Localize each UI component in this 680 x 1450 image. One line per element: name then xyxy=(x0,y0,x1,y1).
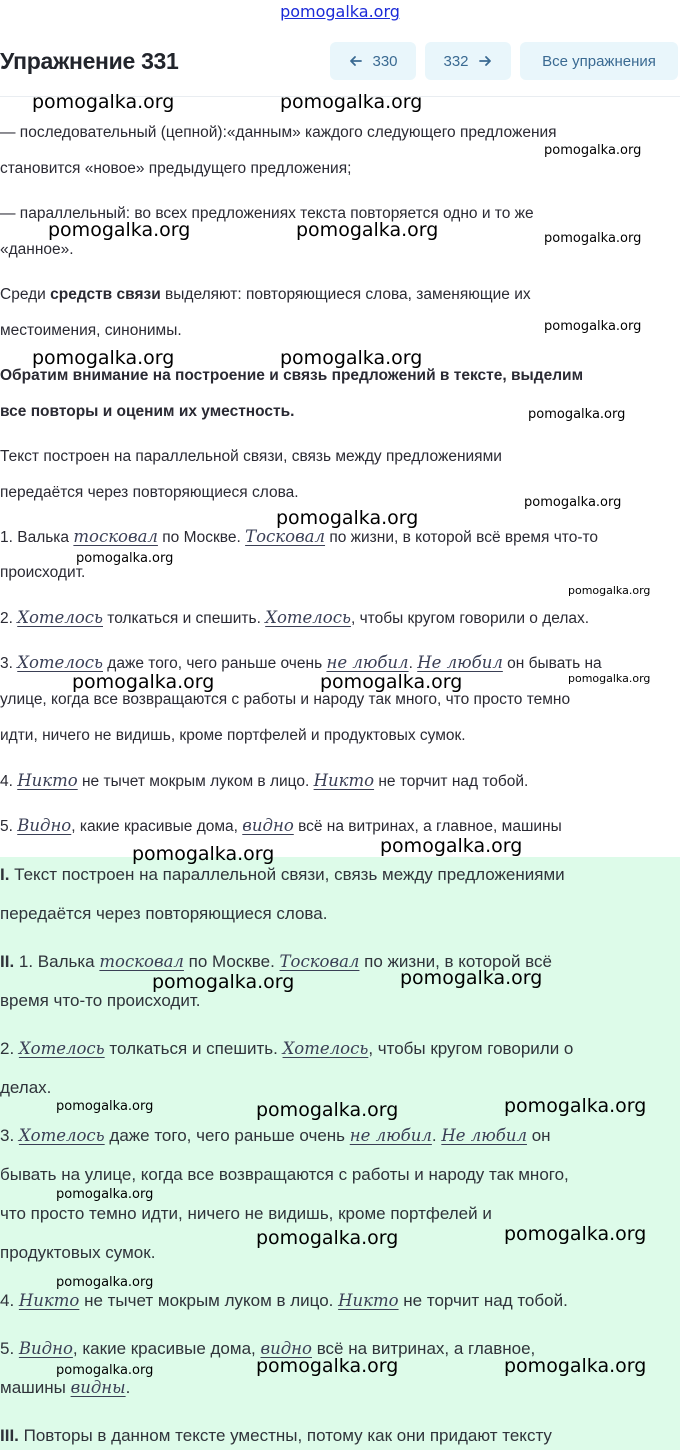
answer-line: III. Повторы в данном тексте уместны, потому как они придают тексту xyxy=(0,1426,552,1445)
sentence-1-cont: происходит. xyxy=(0,564,86,581)
next-exercise-label: 332 xyxy=(443,52,469,70)
watermark: pomogalka.org xyxy=(56,1275,154,1290)
text-line: «данное». xyxy=(0,241,74,258)
arrow-left-icon xyxy=(348,53,364,69)
watermark: pomogalka.org xyxy=(48,219,191,241)
watermark: pomogalka.org xyxy=(544,231,642,246)
arrow-right-icon xyxy=(477,53,493,69)
watermark: pomogalka.org xyxy=(504,1355,647,1377)
prev-exercise-button[interactable] xyxy=(330,42,416,80)
sentence-5: 5. Видно, какие красивые дома, видно всё на витринах, а главное, машины xyxy=(0,816,562,835)
watermark: pomogalka.org xyxy=(544,319,642,334)
answer-line: II. 1. Валька тосковал по Москве. Тосковал по жизни, в которой всё xyxy=(0,952,552,971)
text-line: — последовательный (цепной):«данным» каждого следующего предложения xyxy=(0,124,557,141)
text-line: Обратим внимание на построение и связь предложений в тексте, выделим xyxy=(0,367,584,384)
sentence-3: 3. Хотелось даже того, чего раньше очень не любил. Не любил он бывать на xyxy=(0,653,602,672)
sentence-2: 2. Хотелось толкаться и спешить. Хотелось, чтобы кругом говорили о делах. xyxy=(0,608,590,627)
watermark: pomogalka.org xyxy=(256,1355,399,1377)
text-line: Текст построен на параллельной связи, связь между предложениями xyxy=(0,448,502,465)
watermark: pomogalka.org xyxy=(72,671,215,693)
watermark: pomogalka.org xyxy=(504,1095,647,1117)
answer-line: что просто темно идти, ничего не видишь, кроме портфелей и xyxy=(0,1204,492,1223)
sentence-4: 4. Никто не тычет мокрым луком в лицо. Никто не торчит над тобой. xyxy=(0,771,529,790)
prev-exercise-label: 330 xyxy=(372,52,398,70)
watermark: pomogalka.org xyxy=(280,91,423,113)
sentence-1: 1. Валька тосковал по Москве. Тосковал по жизни, в которой всё время что-то xyxy=(0,527,599,546)
watermark: pomogalka.org xyxy=(152,971,295,993)
all-exercises-label: Все упражнения xyxy=(542,52,656,70)
watermark: pomogalka.org xyxy=(276,507,419,529)
sentence-3-cont: идти, ничего не видишь, кроме портфелей и продуктовых сумок. xyxy=(0,727,466,744)
watermark: pomogalka.org xyxy=(544,143,642,158)
watermark: pomogalka.org xyxy=(256,1227,399,1249)
watermark: pomogalka.org xyxy=(504,1223,647,1245)
text-line: местоимения, синонимы. xyxy=(0,322,182,339)
page-title: Упражнение 331 xyxy=(0,48,179,74)
text-line: передаётся через повторяющиеся слова. xyxy=(0,484,299,501)
watermark: pomogalka.org xyxy=(32,91,175,113)
text-line: становится «новое» предыдущего предложения; xyxy=(0,160,352,177)
answer-line: машины видны. xyxy=(0,1378,131,1397)
answer-line: 2. Хотелось толкаться и спешить. Хотелось, чтобы кругом говорили о xyxy=(0,1039,574,1058)
watermark: pomogalka.org xyxy=(568,672,651,685)
watermark: pomogalka.org xyxy=(524,495,622,510)
answer-line: бывать на улице, когда все возвращаются с работы и народу так много, xyxy=(0,1165,569,1184)
watermark: pomogalka.org xyxy=(256,1099,399,1121)
watermark: pomogalka.org xyxy=(56,1099,154,1114)
watermark: pomogalka.org xyxy=(380,835,523,857)
sentence-3-cont: улице, когда все возвращаются с работы и народу так много, что просто темно xyxy=(0,691,571,708)
all-exercises-button[interactable] xyxy=(520,42,678,80)
answer-line: 3. Хотелось даже того, чего раньше очень не любил. Не любил он xyxy=(0,1126,551,1145)
watermark: pomogalka.org xyxy=(76,551,174,566)
watermark: pomogalka.org xyxy=(280,347,423,369)
answer-line: передаётся через повторяющиеся слова. xyxy=(0,904,328,923)
watermark: pomogalka.org xyxy=(32,347,175,369)
answer-line: продуктовых сумок. xyxy=(0,1243,156,1262)
watermark: pomogalka.org xyxy=(568,584,651,597)
answer-line: I. Текст построен на параллельной связи, связь между предложениями xyxy=(0,865,565,884)
watermark: pomogalka.org xyxy=(296,219,439,241)
watermark: pomogalka.org xyxy=(400,967,543,989)
text-line: — параллельный: во всех предложениях текста повторяется одно и то же xyxy=(0,205,534,222)
watermark: pomogalka.org xyxy=(56,1363,154,1378)
watermark: pomogalka.org xyxy=(132,843,275,865)
answer-line: 4. Никто не тычет мокрым луком в лицо. Никто не торчит над тобой. xyxy=(0,1291,568,1310)
site-link[interactable]: pomogalka.org xyxy=(280,2,400,21)
answer-line: делах. xyxy=(0,1078,52,1097)
watermark: pomogalka.org xyxy=(528,407,626,422)
answer-line: время что-то происходит. xyxy=(0,991,201,1010)
text-line: все повторы и оценим их уместность. xyxy=(0,403,295,420)
next-exercise-button[interactable] xyxy=(425,42,511,80)
exercise-header xyxy=(0,38,680,97)
watermark: pomogalka.org xyxy=(320,671,463,693)
watermark: pomogalka.org xyxy=(56,1187,154,1202)
answer-line: 5. Видно, какие красивые дома, видно всё на витринах, а главное, xyxy=(0,1339,536,1358)
text-line: Среди средств связи выделяют: повторяющиеся слова, заменяющие их xyxy=(0,286,531,303)
